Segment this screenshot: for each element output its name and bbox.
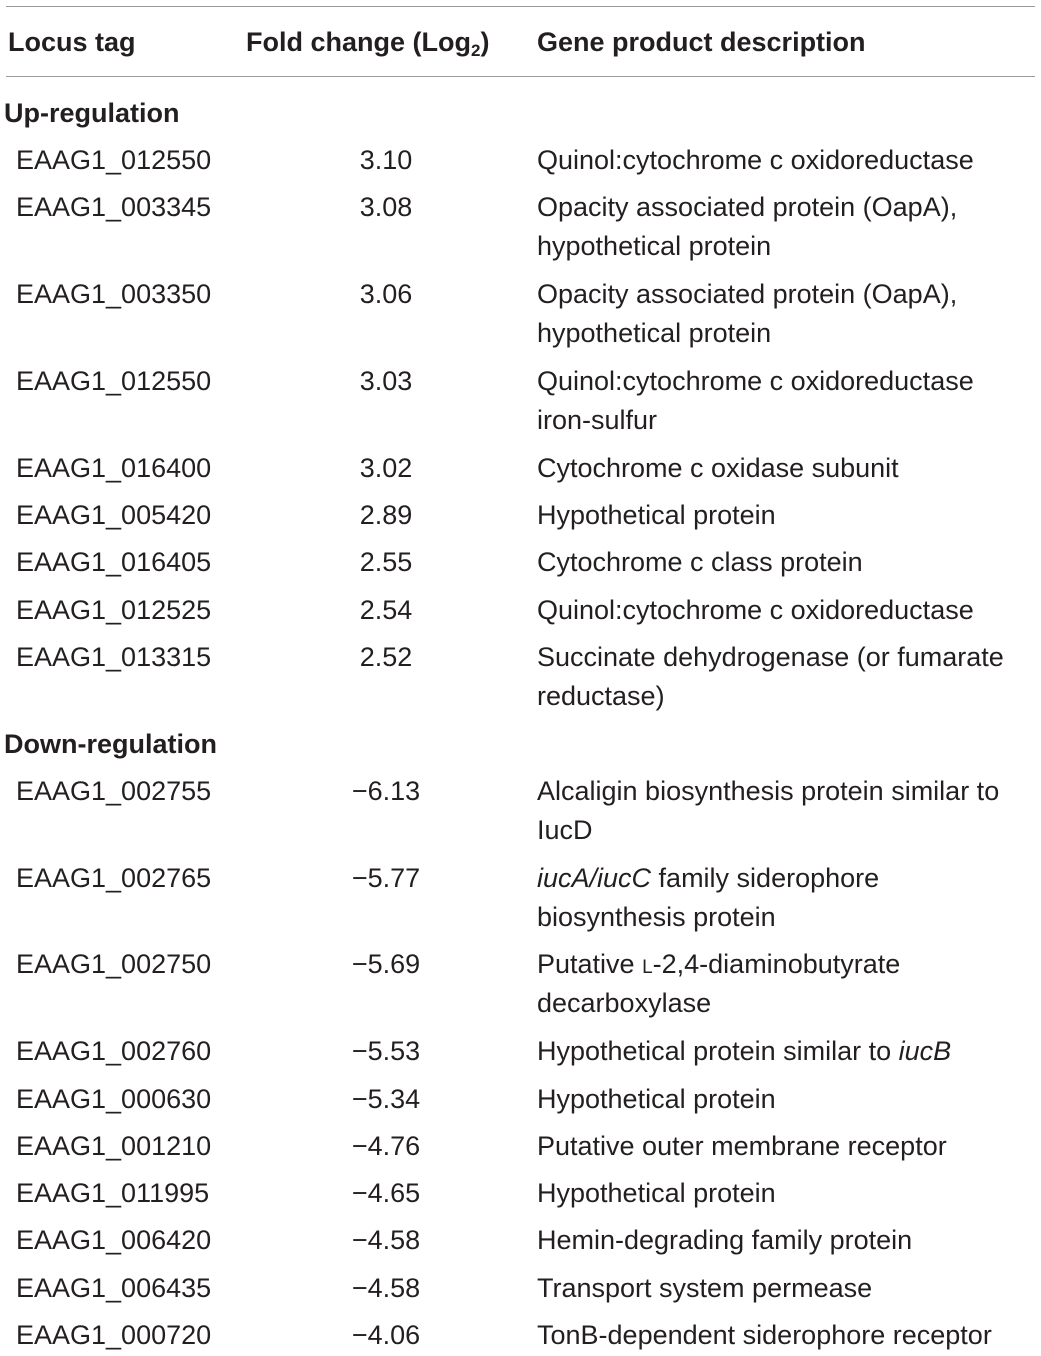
section-down-regulation: Down-regulation — [4, 729, 217, 759]
description-cell: Opacity associated protein (OapA), hypothetical protein — [537, 279, 958, 348]
table-top-rule — [6, 6, 1035, 7]
gene-name-italic: iucB — [898, 1036, 952, 1066]
header-fold-change — [246, 22, 489, 62]
fold-change-cell: −4.65 — [351, 1178, 421, 1208]
locus-tag-cell: EAAG1_011995 — [16, 1178, 210, 1208]
header-fold-change-text: Fold change (Log — [246, 27, 471, 57]
description-cell: Opacity associated protein (OapA), hypothetical protein — [537, 192, 958, 261]
description-cell: Cytochrome c oxidase subunit — [537, 453, 899, 483]
stereo-prefix-small-caps: l — [642, 949, 653, 979]
fold-change-cell: 3.10 — [359, 145, 413, 175]
fold-change-cell: 2.54 — [359, 595, 413, 625]
locus-tag-cell: EAAG1_005420 — [16, 500, 212, 530]
fold-change-cell: 3.08 — [359, 192, 413, 222]
description-cell: Putative outer membrane receptor — [537, 1131, 947, 1161]
locus-tag-cell: EAAG1_012550 — [16, 145, 212, 175]
locus-tag-cell: EAAG1_000630 — [16, 1084, 212, 1114]
section-up-regulation: Up-regulation — [4, 98, 180, 128]
locus-tag-cell: EAAG1_016400 — [16, 453, 212, 483]
locus-tag-cell: EAAG1_006435 — [16, 1273, 212, 1303]
locus-tag-cell: EAAG1_001210 — [16, 1131, 212, 1161]
fold-change-cell: 3.06 — [359, 279, 413, 309]
description-cell: Hemin-degrading family protein — [537, 1225, 913, 1255]
locus-tag-cell: EAAG1_006420 — [16, 1225, 212, 1255]
locus-tag-cell: EAAG1_016405 — [16, 547, 212, 577]
description-cell: Quinol:cytochrome c oxidoreductase — [537, 145, 974, 175]
description-cell: Hypothetical protein — [537, 1084, 776, 1114]
description-cell: Succinate dehydrogenase (or fumarate reductase) — [537, 642, 1004, 711]
description-cell: TonB-dependent siderophore receptor — [537, 1320, 992, 1350]
header-rule — [6, 76, 1035, 77]
fold-change-cell: −4.58 — [351, 1273, 421, 1303]
gene-name-italic: iucA/iucC — [537, 863, 652, 893]
fold-change-cell: 2.55 — [359, 547, 413, 577]
fold-change-cell: 2.89 — [359, 500, 413, 530]
locus-tag-cell: EAAG1_003345 — [16, 192, 212, 222]
description-cell: Hypothetical protein — [537, 1178, 776, 1208]
description-cell: Hypothetical protein — [537, 500, 776, 530]
fold-change-cell: 3.03 — [359, 366, 413, 396]
locus-tag-cell: EAAG1_012550 — [16, 366, 212, 396]
description-cell: Cytochrome c class protein — [537, 547, 863, 577]
description-cell: Quinol:cytochrome c oxidoreductase iron-sulfur — [537, 366, 974, 435]
description-cell — [537, 1032, 1032, 1071]
description-cell — [537, 945, 1032, 1023]
locus-tag-cell: EAAG1_002755 — [16, 776, 212, 806]
fold-change-cell: −5.53 — [351, 1036, 421, 1066]
description-text: Hypothetical protein similar to — [537, 1036, 899, 1066]
locus-tag-cell: EAAG1_002750 — [16, 949, 212, 979]
fold-change-cell: 2.52 — [359, 642, 413, 672]
locus-tag-cell: EAAG1_003350 — [16, 279, 212, 309]
header-fold-change-subscript: 2 — [470, 41, 481, 60]
fold-change-cell: −5.34 — [351, 1084, 421, 1114]
description-cell: Alcaligin biosynthesis protein similar to IucD — [537, 776, 1000, 845]
locus-tag-cell: EAAG1_000720 — [16, 1320, 212, 1350]
fold-change-cell: −4.76 — [351, 1131, 421, 1161]
header-locus-tag: Locus tag — [8, 27, 136, 57]
locus-tag-cell: EAAG1_002765 — [16, 863, 212, 893]
fold-change-cell: −6.13 — [351, 776, 421, 806]
description-cell — [537, 859, 1032, 937]
fold-change-cell: −4.58 — [351, 1225, 421, 1255]
fold-change-cell: −5.77 — [351, 863, 421, 893]
description-text: -2,4-diaminobutyrate decarboxylase — [537, 949, 901, 1018]
description-cell: Transport system permease — [537, 1273, 873, 1303]
header-gene-description: Gene product description — [537, 27, 866, 57]
locus-tag-cell: EAAG1_012525 — [16, 595, 212, 625]
locus-tag-cell: EAAG1_013315 — [16, 642, 212, 672]
header-fold-change-close: ) — [480, 27, 490, 57]
fold-change-cell: −5.69 — [351, 949, 421, 979]
locus-tag-cell: EAAG1_002760 — [16, 1036, 212, 1066]
description-text: Putative — [537, 949, 643, 979]
fold-change-cell: −4.06 — [351, 1320, 421, 1350]
description-cell: Quinol:cytochrome c oxidoreductase — [537, 595, 974, 625]
fold-change-cell: 3.02 — [359, 453, 413, 483]
description-text: family siderophore biosynthesis protein — [537, 863, 880, 932]
